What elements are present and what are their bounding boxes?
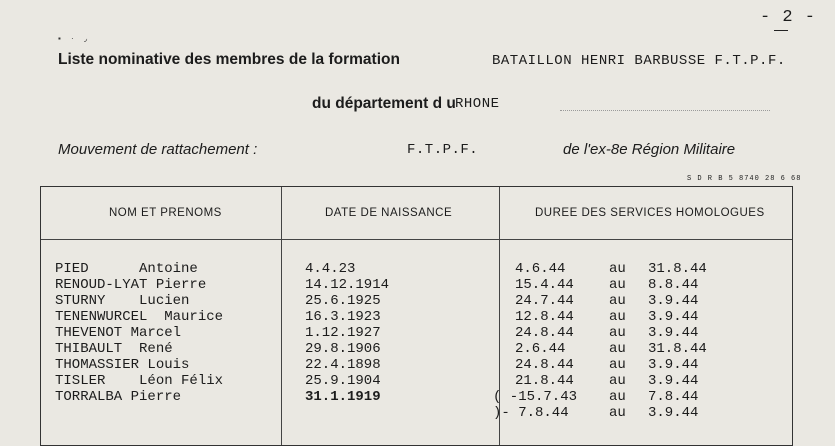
list-title-label: Liste nominative des membres de la formation: [58, 51, 400, 68]
table-row: THEVENOT Marcel 1.12.1927 24.8.44 au 3.9.44: [55, 325, 699, 341]
department-value: RHONE: [455, 96, 500, 112]
table-row: STURNY Lucien 25.6.1925 24.7.44 au 3.9.44: [55, 293, 699, 309]
table-row: TENENWURCEL Maurice 16.3.1923 12.8.44 au 3.9.44: [55, 309, 699, 325]
table-row: )- 7.8.44 au 3.9.44: [493, 405, 699, 421]
table-row: THIBAULT René 29.8.1906 2.6.44 au 31.8.44: [55, 341, 707, 357]
column-header-names: NOM ET PRENOMS: [109, 207, 222, 219]
department-label: du département d u: [312, 95, 456, 112]
column-header-birthdate: DATE DE NAISSANCE: [325, 207, 453, 219]
department-dotted-line: [560, 110, 770, 111]
column-header-services: DUREE DES SERVICES HOMOLOGUES: [535, 207, 765, 219]
table-row: PIED Antoine 4.4.23 4.6.44 au 31.8.44: [55, 261, 707, 277]
page-number: - 2 -: [760, 8, 816, 27]
table-row: THOMASSIER Louis 22.4.1898 24.8.44 au 3.9.44: [55, 357, 699, 373]
formation-name: BATAILLON HENRI BARBUSSE F.T.P.F.: [492, 53, 786, 69]
ink-specks: ▪ · ◞: [58, 34, 92, 43]
table-row: TORRALBA Pierre 31.1.1919 ( -15.7.43 au 7.8.44: [55, 389, 699, 405]
table-row: RENOUD-LYAT Pierre 14.12.1914 15.4.44 au 8.8.44: [55, 277, 699, 293]
region-label: de l'ex-8e Région Militaire: [563, 141, 736, 158]
table-row: TISLER Léon Félix 25.9.1904 21.8.44 au 3.9.44: [55, 373, 699, 389]
movement-label: Mouvement de rattachement :: [58, 141, 258, 158]
members-table: [40, 186, 793, 446]
form-reference: S D R B 5 8740 28 6 68: [687, 175, 802, 183]
movement-value: F.T.P.F.: [407, 142, 479, 158]
